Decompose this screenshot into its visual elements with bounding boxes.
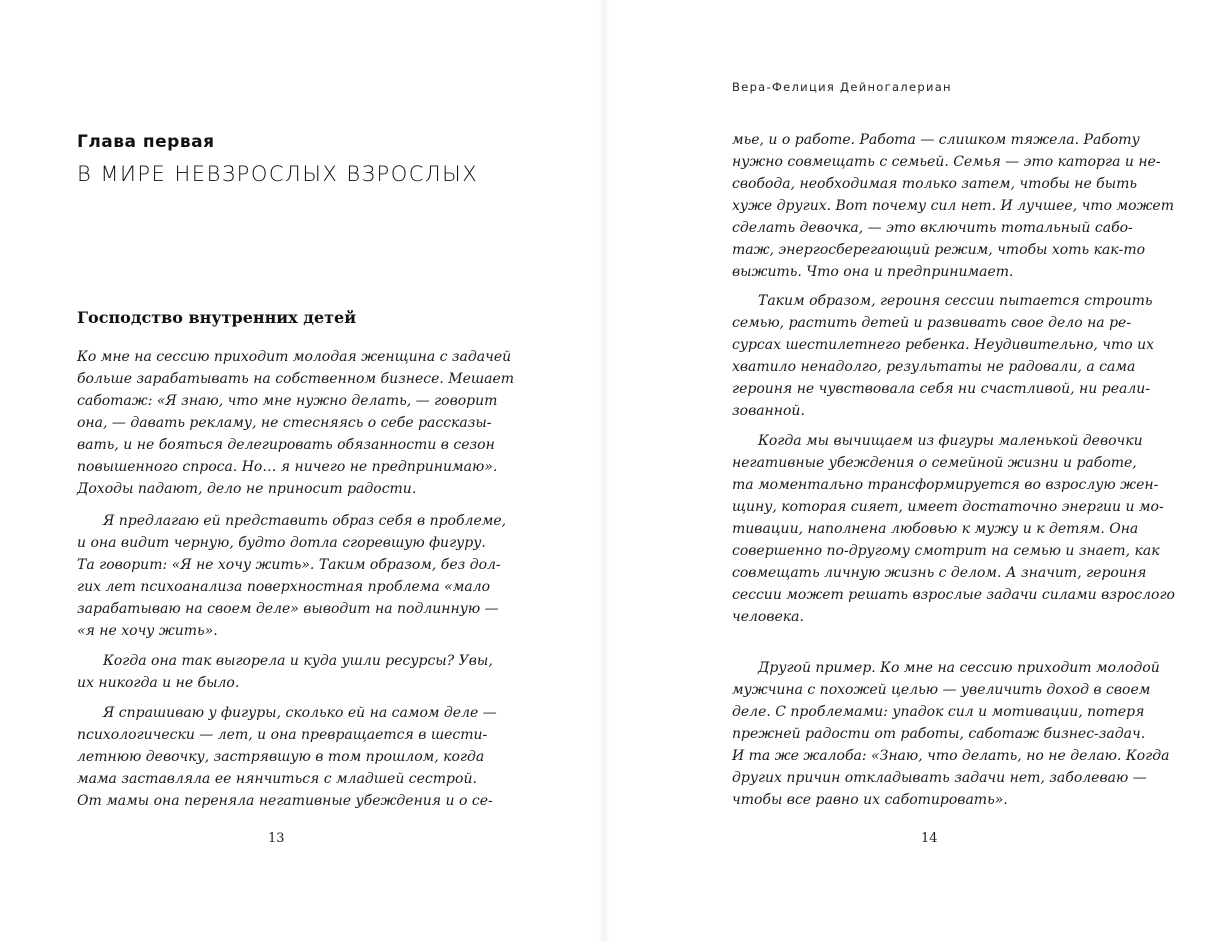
text-line: она, — давать рекламу, не стесняясь о себе рассказы- [77,415,492,431]
text-line: Доходы падают, дело не приносит радости. [77,481,417,497]
text-line: сурсах шестилетнего ребенка. Неудивительно, что их [732,337,1155,353]
text-line: та моментально трансформируется во взрослую жен- [732,477,1159,493]
text-line: «я не хочу жить». [77,623,218,639]
text-line: саботаж: «Я знаю, что мне нужно делать, — говорит [77,393,498,409]
right-page [605,0,1211,941]
text-line: совмещать личную жизнь с делом. А значит, героиня [732,565,1147,581]
text-line: хуже других. Вот почему сил нет. И лучшее, что может [732,198,1174,214]
text-line: тивации, наполнена любовью к мужу и к детям. Она [732,521,1139,537]
running-header: Вера-Фелиция Дейногалериан [732,80,952,94]
left-page [0,0,605,941]
text-line: вать, и не бояться делегировать обязанности в сезон [77,437,495,453]
text-line: героиня не чувствовала себя ни счастливой, ни реали- [732,381,1151,397]
text-line: чтобы все равно их саботировать». [732,792,1008,808]
text-line: мье, и о работе. Работа — слишком тяжела. Работу [732,132,1140,148]
paragraph [732,657,1170,811]
text-line: Когда она так выгорела и куда ушли ресурсы? Увы, [103,653,493,669]
text-line: щину, которая сияет, имеет достаточно энергии и мо- [732,499,1164,515]
paragraph [77,346,515,500]
text-line: гих лет психоанализа поверхностная проблема «мало [77,579,491,595]
text-line: их никогда и не было. [77,675,240,691]
text-line: Таким образом, героиня сессии пытается строить [758,293,1153,309]
text-line: Я спрашиваю у фигуры, сколько ей на самом деле — [103,705,497,721]
text-line: мужчина с похожей целью — увеличить доход в своем [732,682,1151,698]
text-line: деле. С проблемами: упадок сил и мотивации, потеря [732,704,1145,720]
text-line: От мамы она переняла негативные убеждения и о се- [77,793,493,809]
text-line: Другой пример. Ко мне на сессию приходит молодой [758,660,1160,676]
text-line: сделать девочка, — это включить тотальный сабо- [732,220,1133,236]
page-number: 13 [268,831,285,846]
text-line: больше зарабатывать на собственном бизнесе. Мешает [77,371,515,387]
text-line: свобода, необходимая только затем, чтобы не быть [732,176,1138,192]
text-line: Та говорит: «Я не хочу жить». Таким образом, без дол- [77,557,501,573]
paragraph [732,290,1155,422]
paragraph [77,510,507,642]
paragraph [732,430,1175,628]
text-line: совершенно по-другому смотрит на семью и знает, как [732,543,1160,559]
book-fold [598,0,610,941]
paragraph [77,650,493,694]
text-line: хватило ненадолго, результаты не радовали, а сама [732,359,1136,375]
text-line: Ко мне на сессию приходит молодая женщина с задачей [77,349,512,365]
text-line: сессии может решать взрослые задачи силами взрослого [732,587,1175,603]
page-number: 14 [921,831,938,846]
text-line: семью, растить детей и развивать свое дело на ре- [732,315,1132,331]
text-line: зованной. [732,403,805,419]
text-line: И та же жалоба: «Знаю, что делать, но не делаю. Когда [732,748,1170,764]
chapter-title: В МИРЕ НЕВЗРОСЛЫХ ВЗРОСЛЫХ [77,162,479,186]
text-line: психологически — лет, и она превращается в шести- [77,727,488,743]
paragraph [77,702,497,812]
section-title: Господство внутренних детей [77,308,357,327]
text-line: повышенного спроса. Но… я ничего не предпринимаю». [77,459,498,475]
text-line: Я предлагаю ей представить образ себя в проблеме, [103,513,507,529]
text-line: человека. [732,609,804,625]
text-line: выжить. Что она и предпринимает. [732,264,1014,280]
text-line: зарабатываю на своем деле» выводит на подлинную — [77,601,499,617]
text-line: и она видит черную, будто дотла сгоревшую фигуру. [77,535,486,551]
text-line: мама заставляла ее нянчиться с младшей сестрой. [77,771,477,787]
chapter-label: Глава первая [77,132,215,152]
text-line: Когда мы вычищаем из фигуры маленькой девочки [758,433,1143,449]
text-line: негативные убеждения о семейной жизни и работе, [732,455,1137,471]
text-line: других причин откладывать задачи нет, заболеваю — [732,770,1147,786]
paragraph [732,129,1174,283]
text-line: таж, энергосберегающий режим, чтобы хоть как-то [732,242,1146,258]
text-line: нужно совмещать с семьей. Семья — это каторга и не- [732,154,1161,170]
text-line: прежней радости от работы, саботаж бизнес-задач. [732,726,1146,742]
text-line: летнюю девочку, застрявшую в том прошлом, когда [77,749,485,765]
